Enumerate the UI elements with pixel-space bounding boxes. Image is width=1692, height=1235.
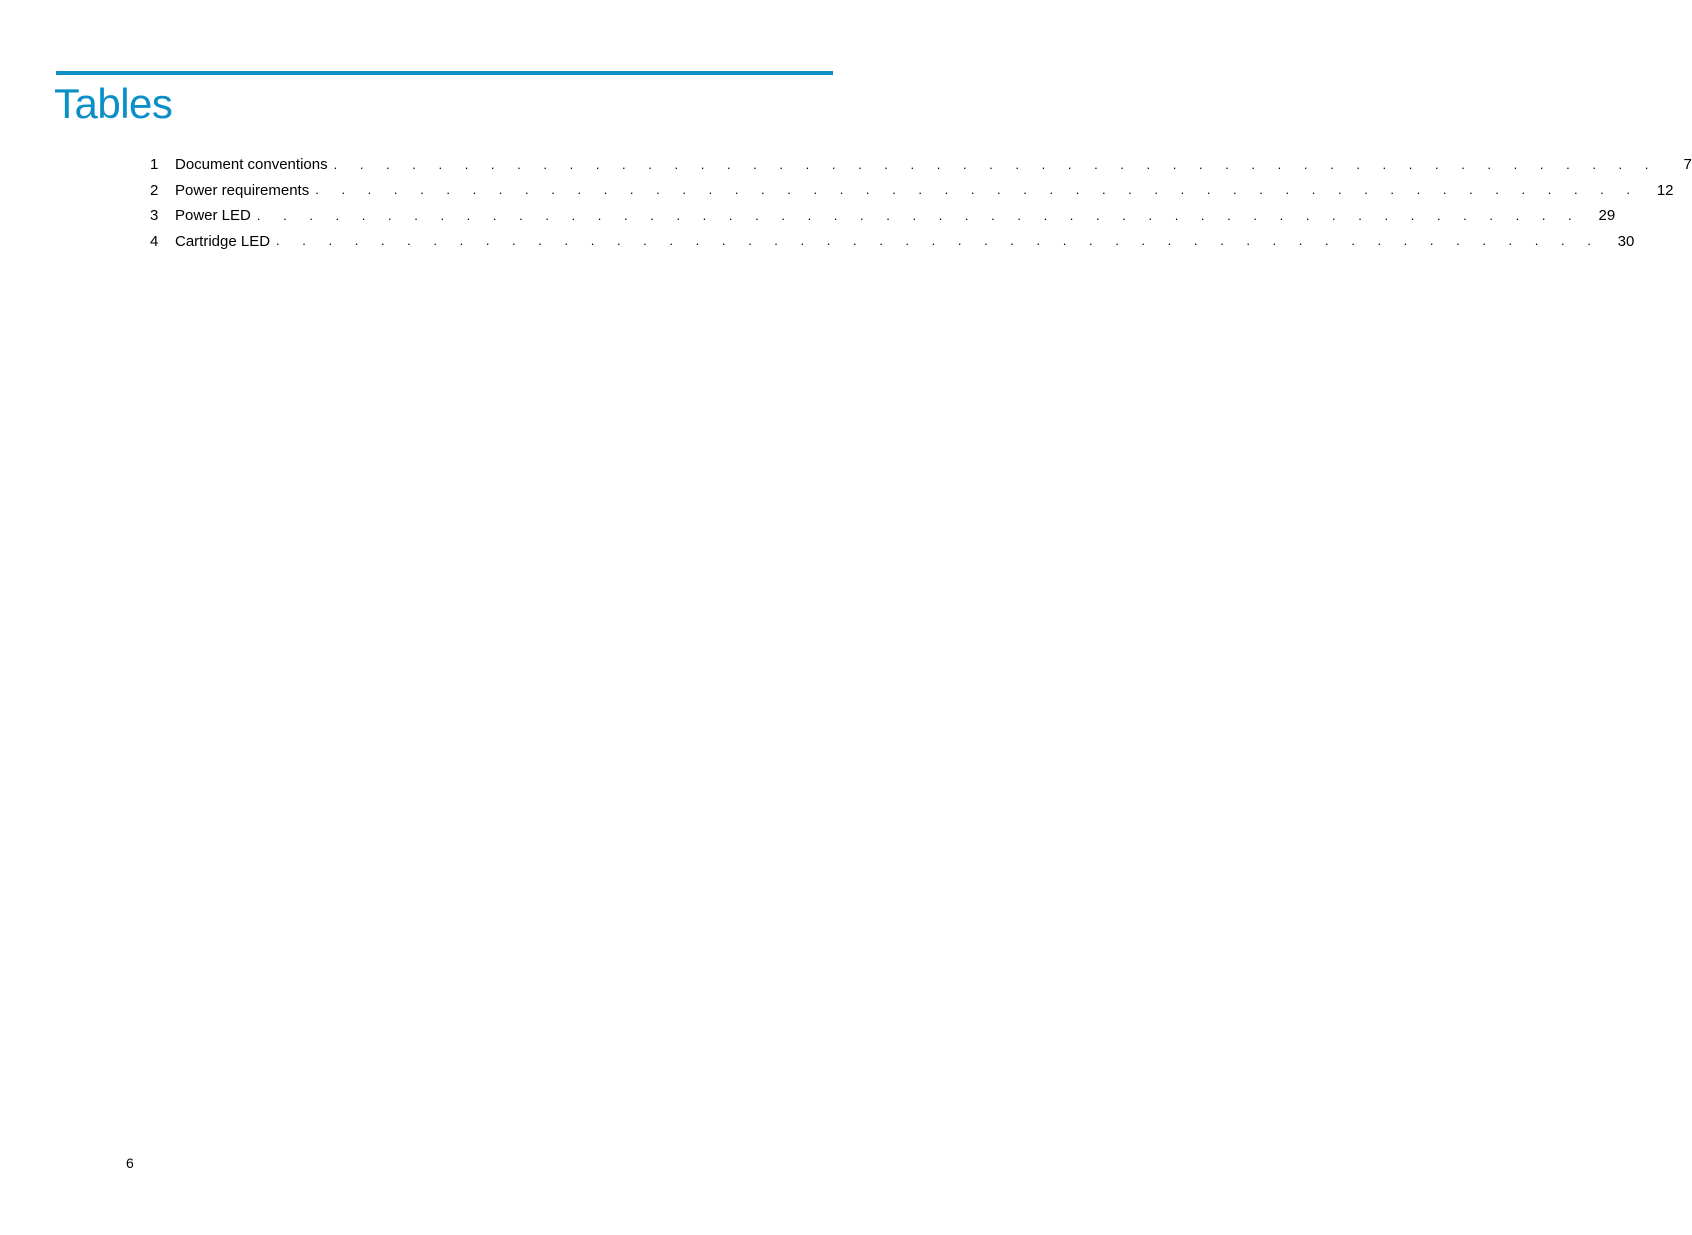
toc-entry[interactable]	[148, 229, 1635, 255]
toc-entry-page: 12	[1656, 181, 1674, 199]
list-of-tables	[148, 152, 1692, 254]
toc-dot-leader: . . . . . . . . . . . . . . . . . . . . . . . . . . . . . . . . . . . . . . . . . . . . . . . . . . .	[276, 233, 1601, 249]
toc-entry-number: 2	[150, 181, 159, 199]
toc-entry-number: 4	[150, 232, 159, 250]
title-rule	[56, 71, 833, 75]
footer-page-number: 6	[126, 1155, 134, 1171]
toc-entry-label: Power requirements	[175, 181, 310, 199]
toc-dot-leader: . . . . . . . . . . . . . . . . . . . . . . . . . . . . . . . . . . . . . . . . . . . . . . . . . . .	[256, 207, 1582, 223]
toc-entry-page: 29	[1598, 207, 1616, 225]
toc-dot-leader: . . . . . . . . . . . . . . . . . . . . . . . . . . . . . . . . . . . . . . . . . . . . . . . . . . .	[333, 156, 1658, 172]
toc-dot-leader: . . . . . . . . . . . . . . . . . . . . . . . . . . . . . . . . . . . . . . . . . . . . . . . . . . .	[315, 182, 1640, 198]
toc-entry-label: Document conventions	[175, 156, 328, 174]
toc-entry-number: 1	[150, 156, 159, 174]
page-title: Tables	[54, 80, 173, 127]
toc-entry[interactable]	[148, 178, 1674, 204]
toc-entry[interactable]	[148, 152, 1692, 178]
toc-entry[interactable]	[148, 203, 1616, 229]
toc-entry-page: 30	[1617, 232, 1635, 250]
toc-entry-number: 3	[150, 207, 159, 225]
toc-entry-label: Cartridge LED	[175, 232, 271, 250]
toc-entry-page: 7	[1683, 156, 1692, 174]
toc-entry-label: Power LED	[175, 207, 251, 225]
